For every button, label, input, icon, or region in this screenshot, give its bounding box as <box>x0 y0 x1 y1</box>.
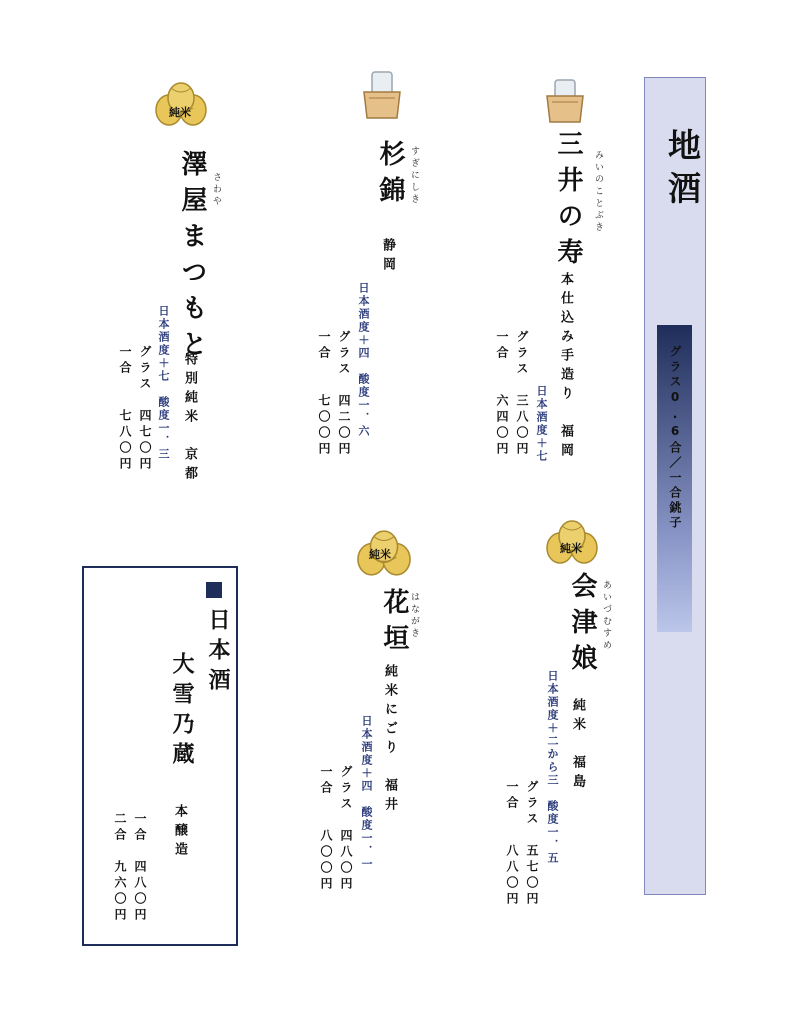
junmai-badge: 純米 <box>369 548 391 561</box>
price-ichigo: 一合 四八〇円 <box>133 812 147 924</box>
square-bullet-icon <box>206 582 222 598</box>
title-banner <box>644 77 706 895</box>
sake-reading: みいのことぶき <box>593 150 603 234</box>
masu-glass-icon <box>544 78 586 128</box>
sake-name: 澤屋まつもと <box>177 150 207 366</box>
price-ichigo: 一合 八八〇円 <box>505 780 519 908</box>
sake-spec: 日本酒度＋四 酸度一．一 <box>360 715 373 871</box>
page-title: 地酒 <box>663 128 702 214</box>
sake-type-region: 純米にごり 福井 <box>382 664 397 816</box>
price-ichigo: 一合 八〇〇円 <box>319 765 333 893</box>
price-glass: グラス 四七〇円 <box>138 345 152 473</box>
sake-type-region: 純米 福島 <box>570 698 585 793</box>
sake-type-region: 本仕込み手造り 福岡 <box>558 272 573 462</box>
sake-spec: 日本酒度＋四 酸度一．六 <box>357 282 370 438</box>
masu-glass-icon <box>361 70 403 124</box>
special-name: 大雪乃蔵 <box>169 652 194 772</box>
sake-reading: すぎにしき <box>409 146 419 206</box>
sake-type-region: 特別純米 京都 <box>182 352 197 485</box>
sake-name: 杉錦 <box>375 140 405 212</box>
junmai-badge: 純米 <box>560 542 582 555</box>
sake-type-region: 静岡 <box>380 238 395 276</box>
sake-reading: はながき <box>409 592 419 640</box>
special-type: 本醸造 <box>172 804 187 861</box>
price-glass: グラス 四二〇円 <box>337 330 351 458</box>
junmai-barrel-icon <box>155 80 207 132</box>
price-ichigo: 一合 六四〇円 <box>495 330 509 458</box>
sake-reading: あいづむすめ <box>601 580 611 652</box>
junmai-barrel-icon <box>546 518 598 570</box>
junmai-badge: 純米 <box>169 106 191 119</box>
sake-name: 会津娘 <box>567 572 597 680</box>
price-ichigo: 一合 七〇〇円 <box>317 330 331 458</box>
sake-spec: 日本酒度＋二から三 酸度一．五 <box>546 670 559 865</box>
serving-note-panel <box>657 325 692 632</box>
special-heading: 日本酒 <box>205 608 230 698</box>
sake-spec: 日本酒度＋七 酸度一．三 <box>157 305 170 461</box>
special-sake-box <box>82 566 238 946</box>
sake-spec: 日本酒度＋七 <box>535 385 548 463</box>
sake-name: 花垣 <box>379 588 409 660</box>
price-glass: グラス 三八〇円 <box>515 330 529 458</box>
serving-note: グラス0.6合／一合銚子 <box>668 345 682 531</box>
sake-name: 三井の寿 <box>553 130 583 274</box>
price-ichigo: 一合 七八〇円 <box>118 345 132 473</box>
price-glass: グラス 四八〇円 <box>339 765 353 893</box>
sake-reading: さわや <box>211 172 221 208</box>
price-nigo: 二合 九六〇円 <box>113 812 127 924</box>
price-glass: グラス 五七〇円 <box>525 780 539 908</box>
junmai-barrel-icon <box>355 528 413 582</box>
